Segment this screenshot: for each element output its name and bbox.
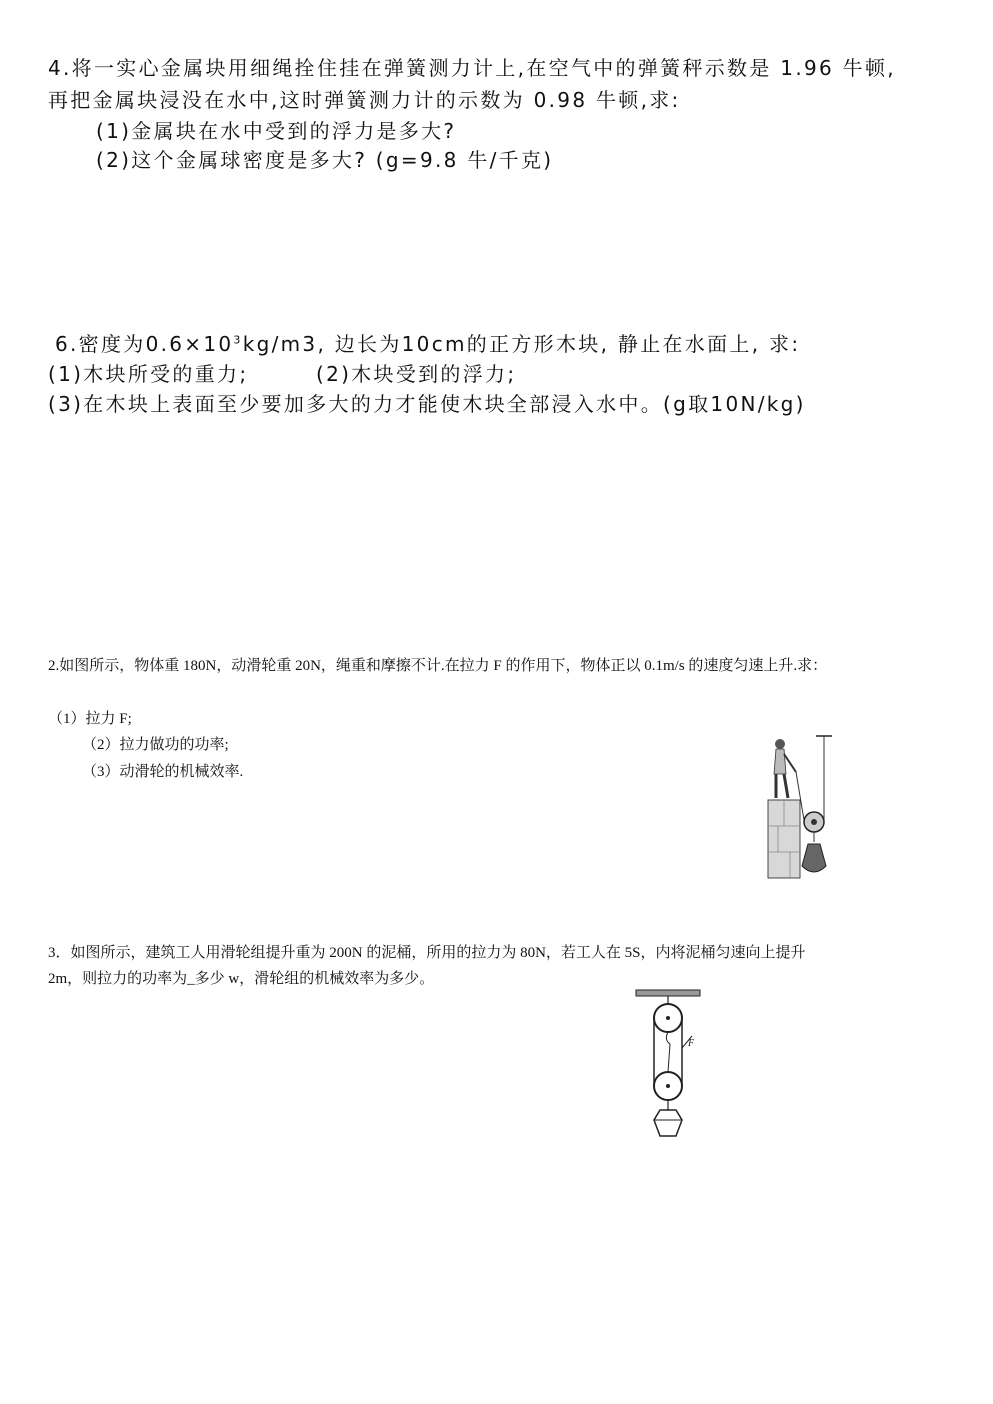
q6-stem-b: kg/m3, 边长为10cm的正方形木块, 静止在水面上, 求: bbox=[242, 332, 801, 356]
q6-sub-question-3: (3)在木块上表面至少要加多大的力才能使木块全部浸入水中。(g取10N/kg) bbox=[48, 392, 806, 416]
q3-line-1: 3．如图所示，建筑工人用滑轮组提升重为 200N 的泥桶，所用的拉力为 80N，若工人在 5S，内将泥桶匀速向上提升 bbox=[48, 945, 806, 961]
q6-sub-question-1: (1)木块所受的重力; bbox=[48, 362, 249, 386]
q2-pulley-figure bbox=[764, 732, 836, 882]
q6-stem bbox=[55, 328, 800, 357]
q4-line-1: 4.将一实心金属块用细绳拴住挂在弹簧测力计上,在空气中的弹簧秤示数是 1.96 牛顿, bbox=[48, 56, 896, 80]
q4-sub-question-2: (2)这个金属球密度是多大? (g=9.8 牛/千克) bbox=[96, 148, 554, 172]
q3-line-2: 2m，则拉力的功率为_多少 w，滑轮组的机械效率为多少。 bbox=[48, 971, 435, 987]
q3-figure-label-f: F bbox=[688, 1038, 695, 1049]
q2-sub-question-1: （1）拉力 F; bbox=[48, 711, 132, 727]
q6-sub-question-2: (2)木块受到的浮力; bbox=[316, 362, 517, 386]
q6-stem-a: 6.密度为0.6×10 bbox=[55, 332, 234, 356]
q2-stem: 2.如图所示，物体重 180N，动滑轮重 20N，绳重和摩擦不计.在拉力 F 的作用下，物体正以 0.1m/s 的速度匀速上升.求： bbox=[48, 658, 828, 674]
q4-sub-question-1: (1)金属块在水中受到的浮力是多大? bbox=[96, 119, 457, 143]
q2-sub-question-2: （2）拉力做功的功率; bbox=[82, 737, 229, 753]
q3-pulley-block-figure bbox=[630, 988, 710, 1144]
q4-line-2: 再把金属块浸没在水中,这时弹簧测力计的示数为 0.98 牛顿,求: bbox=[48, 88, 681, 112]
q6-exponent: 3 bbox=[233, 333, 243, 347]
q2-sub-question-3: （3）动滑轮的机械效率. bbox=[82, 764, 244, 780]
